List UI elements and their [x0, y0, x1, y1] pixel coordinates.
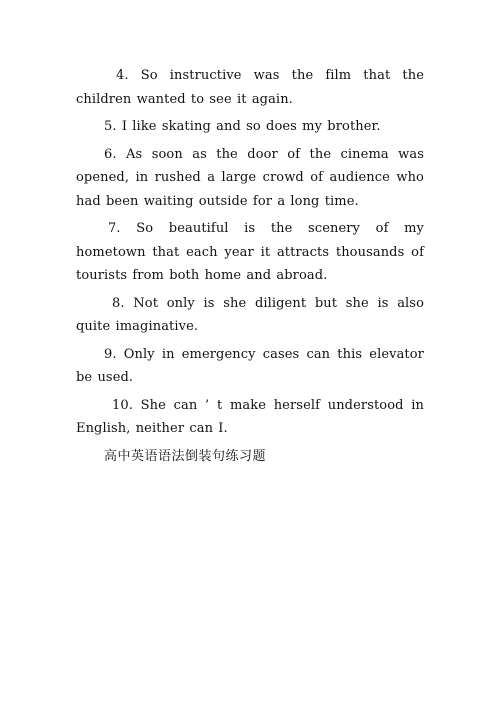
sentence-item-6: 6. As soon as the door of the cinema was opened, in rushed a large crowd of audience who had been waiting outside for a long time.: [76, 146, 424, 209]
document-page: [76, 64, 424, 468]
sentence-item-7: 7. So beautiful is the scenery of my hometown that each year it attracts thousands of tourists from both home and abroad.: [76, 221, 424, 283]
sentence-item-4: 4. So instructive was the film that the children wanted to see it again.: [76, 68, 424, 107]
sentence-item-5: 5. I like skating and so does my brother.: [104, 119, 381, 134]
sentence-item-10: 10. She can ’ t make herself understood in English, neither can I.: [76, 397, 424, 436]
sentence-item-8: 8. Not only is she diligent but she is also quite imaginative.: [76, 295, 424, 334]
document-title: 高中英语语法倒装句练习题: [104, 448, 267, 464]
sentence-item-9: 9. Only in emergency cases can this elevator be used.: [76, 346, 424, 385]
